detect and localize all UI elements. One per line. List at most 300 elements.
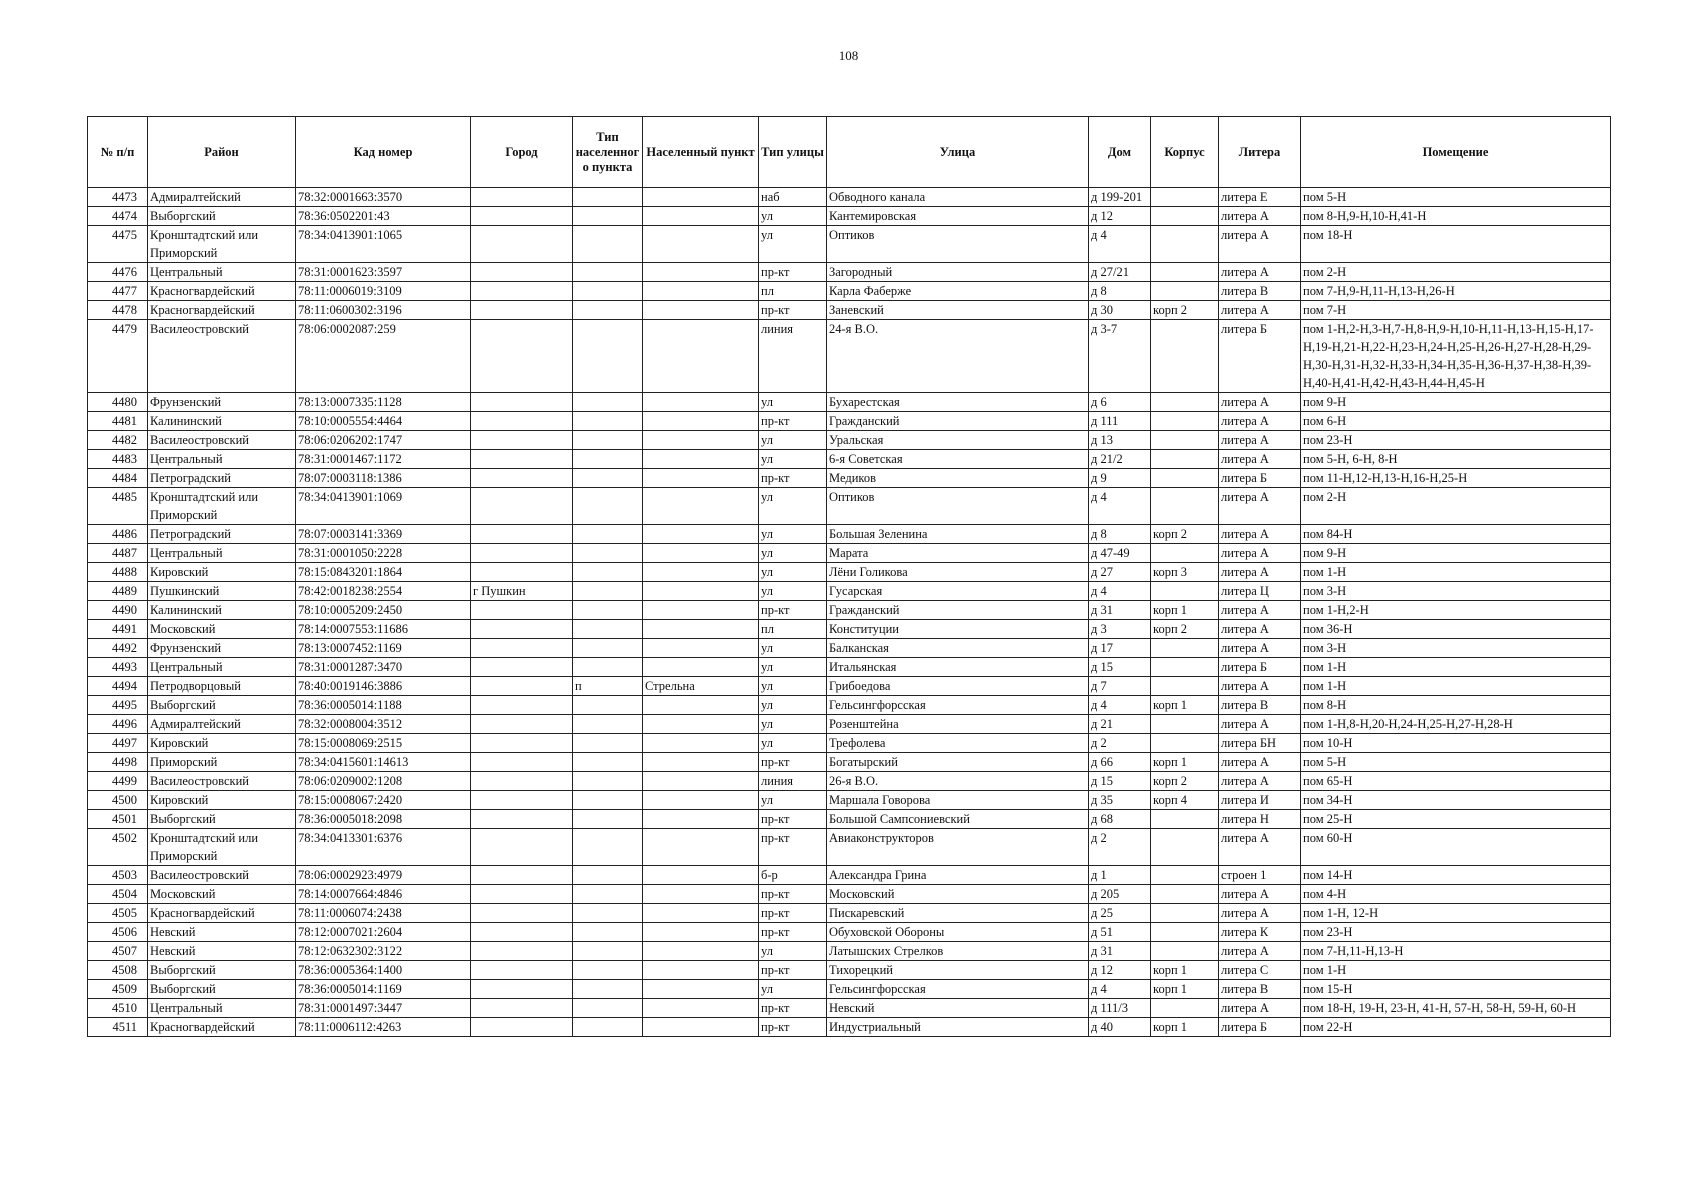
cell-district: Василеостровский [148, 866, 296, 885]
cell-settlement-type [573, 488, 643, 525]
cell-district: Невский [148, 942, 296, 961]
table-row [88, 226, 1611, 263]
cell-building [1151, 412, 1219, 431]
table-row [88, 188, 1611, 207]
cell-cadastral: 78:14:0007553:11686 [296, 620, 471, 639]
cell-letter: литера В [1219, 696, 1301, 715]
cell-district: Василеостровский [148, 431, 296, 450]
cell-letter: литера А [1219, 829, 1301, 866]
cell-house: д 27/21 [1089, 263, 1151, 282]
cell-premises: пом 60-Н [1301, 829, 1611, 866]
table-row [88, 1018, 1611, 1037]
table-row [88, 320, 1611, 393]
cell-cadastral: 78:06:0209002:1208 [296, 772, 471, 791]
cell-settlement-type [573, 188, 643, 207]
cell-settlement-type [573, 263, 643, 282]
table-row [88, 980, 1611, 999]
cell-building [1151, 658, 1219, 677]
cell-settlement-type [573, 734, 643, 753]
cell-street: Бухарестская [827, 393, 1089, 412]
cell-settlement-type: п [573, 677, 643, 696]
cell-number: 4481 [88, 412, 148, 431]
table-row [88, 961, 1611, 980]
cell-letter: литера А [1219, 544, 1301, 563]
cell-house: д 31 [1089, 601, 1151, 620]
cell-settlement [643, 282, 759, 301]
cell-letter: литера А [1219, 753, 1301, 772]
cell-street: Оптиков [827, 226, 1089, 263]
cell-street-type: пр-кт [759, 601, 827, 620]
cell-district: Петроградский [148, 525, 296, 544]
cell-house: д 4 [1089, 980, 1151, 999]
cell-premises: пом 8-Н [1301, 696, 1611, 715]
cell-district: Центральный [148, 658, 296, 677]
cell-number: 4491 [88, 620, 148, 639]
cell-district: Фрунзенский [148, 393, 296, 412]
cell-cadastral: 78:42:0018238:2554 [296, 582, 471, 601]
cell-number: 4502 [88, 829, 148, 866]
cell-number: 4501 [88, 810, 148, 829]
cell-number: 4487 [88, 544, 148, 563]
cell-district: Кронштадтский или Приморский [148, 488, 296, 525]
cell-number: 4506 [88, 923, 148, 942]
cell-city [471, 544, 573, 563]
table-row [88, 207, 1611, 226]
cell-street-type: ул [759, 677, 827, 696]
cell-house: д 3-7 [1089, 320, 1151, 393]
cell-building [1151, 677, 1219, 696]
cell-building [1151, 639, 1219, 658]
cell-premises: пом 36-Н [1301, 620, 1611, 639]
cell-street: Обуховской Обороны [827, 923, 1089, 942]
cell-city [471, 639, 573, 658]
cell-street-type: ул [759, 450, 827, 469]
cell-house: д 3 [1089, 620, 1151, 639]
cell-district: Красногвардейский [148, 301, 296, 320]
cell-settlement-type [573, 544, 643, 563]
cell-street-type: наб [759, 188, 827, 207]
cell-street-type: ул [759, 563, 827, 582]
cell-settlement-type [573, 469, 643, 488]
cell-number: 4503 [88, 866, 148, 885]
cell-number: 4478 [88, 301, 148, 320]
table-row [88, 753, 1611, 772]
cell-city [471, 563, 573, 582]
cell-cadastral: 78:10:0005554:4464 [296, 412, 471, 431]
cell-building: корп 2 [1151, 525, 1219, 544]
cell-cadastral: 78:31:0001497:3447 [296, 999, 471, 1018]
cell-street-type: ул [759, 715, 827, 734]
table-row [88, 715, 1611, 734]
cell-settlement-type [573, 772, 643, 791]
table-row [88, 282, 1611, 301]
cell-district: Приморский [148, 753, 296, 772]
cell-district: Василеостровский [148, 772, 296, 791]
cell-cadastral: 78:12:0632302:3122 [296, 942, 471, 961]
cell-number: 4486 [88, 525, 148, 544]
cell-street-type: ул [759, 658, 827, 677]
cell-number: 4500 [88, 791, 148, 810]
cell-cadastral: 78:06:0206202:1747 [296, 431, 471, 450]
cell-premises: пом 1-Н,2-Н [1301, 601, 1611, 620]
cell-settlement-type [573, 942, 643, 961]
cell-house: д 51 [1089, 923, 1151, 942]
cell-street: Загородный [827, 263, 1089, 282]
cell-letter: литера БН [1219, 734, 1301, 753]
cell-house: д 199-201 [1089, 188, 1151, 207]
cell-letter: литера В [1219, 980, 1301, 999]
cell-settlement-type [573, 620, 643, 639]
cell-letter: литера Е [1219, 188, 1301, 207]
cell-street: Авиаконструкторов [827, 829, 1089, 866]
cell-city [471, 226, 573, 263]
cell-settlement [643, 810, 759, 829]
cell-street: Гражданский [827, 412, 1089, 431]
cell-cadastral: 78:32:0008004:3512 [296, 715, 471, 734]
cell-city [471, 207, 573, 226]
cell-building [1151, 263, 1219, 282]
cell-settlement [643, 980, 759, 999]
cell-cadastral: 78:31:0001467:1172 [296, 450, 471, 469]
cell-premises: пом 1-Н,8-Н,20-Н,24-Н,25-Н,27-Н,28-Н [1301, 715, 1611, 734]
cell-letter: литера А [1219, 601, 1301, 620]
cell-settlement [643, 207, 759, 226]
cell-cadastral: 78:34:0413301:6376 [296, 829, 471, 866]
cell-cadastral: 78:36:0005018:2098 [296, 810, 471, 829]
cell-district: Калининский [148, 601, 296, 620]
cell-house: д 1 [1089, 866, 1151, 885]
cell-settlement-type [573, 866, 643, 885]
cell-street: Обводного канала [827, 188, 1089, 207]
cell-settlement-type [573, 810, 643, 829]
cell-street: Латышских Стрелков [827, 942, 1089, 961]
cell-district: Василеостровский [148, 320, 296, 393]
cell-street-type: пр-кт [759, 469, 827, 488]
cell-street: 6-я Советская [827, 450, 1089, 469]
cell-letter: литера А [1219, 772, 1301, 791]
cell-district: Выборгский [148, 961, 296, 980]
cell-street-type: линия [759, 772, 827, 791]
table-row [88, 582, 1611, 601]
cell-letter: литера Б [1219, 658, 1301, 677]
cell-district: Выборгский [148, 696, 296, 715]
cell-premises: пом 18-Н, 19-Н, 23-Н, 41-Н, 57-Н, 58-Н, 59-Н, 60-Н [1301, 999, 1611, 1018]
cell-street-type: ул [759, 582, 827, 601]
cell-settlement [643, 715, 759, 734]
cell-number: 4474 [88, 207, 148, 226]
cell-settlement [643, 563, 759, 582]
cell-street-type: ул [759, 980, 827, 999]
cell-building [1151, 207, 1219, 226]
cell-settlement-type [573, 282, 643, 301]
cell-house: д 47-49 [1089, 544, 1151, 563]
cell-settlement [643, 999, 759, 1018]
cell-letter: литера А [1219, 263, 1301, 282]
cell-city [471, 734, 573, 753]
table-row [88, 639, 1611, 658]
cell-house: д 68 [1089, 810, 1151, 829]
cell-house: д 31 [1089, 942, 1151, 961]
cell-street-type: линия [759, 320, 827, 393]
cell-letter: литера А [1219, 412, 1301, 431]
cell-premises: пом 1-Н, 12-Н [1301, 904, 1611, 923]
cell-city [471, 696, 573, 715]
cell-city [471, 620, 573, 639]
cell-letter: литера А [1219, 431, 1301, 450]
cell-city [471, 301, 573, 320]
table-row [88, 866, 1611, 885]
cell-street-type: ул [759, 734, 827, 753]
cell-city [471, 866, 573, 885]
col-header-house: Дом [1089, 117, 1151, 188]
cell-number: 4504 [88, 885, 148, 904]
cell-house: д 6 [1089, 393, 1151, 412]
cell-settlement [643, 866, 759, 885]
cell-premises: пом 11-Н,12-Н,13-Н,16-Н,25-Н [1301, 469, 1611, 488]
cell-city [471, 469, 573, 488]
cell-street: Тихорецкий [827, 961, 1089, 980]
cell-settlement-type [573, 226, 643, 263]
cell-city [471, 488, 573, 525]
cell-premises: пом 1-Н [1301, 961, 1611, 980]
cell-city [471, 412, 573, 431]
cell-number: 4483 [88, 450, 148, 469]
cell-settlement-type [573, 791, 643, 810]
cell-building [1151, 393, 1219, 412]
cell-letter: литера А [1219, 207, 1301, 226]
cell-settlement-type [573, 999, 643, 1018]
cell-cadastral: 78:34:0415601:14613 [296, 753, 471, 772]
cell-building [1151, 715, 1219, 734]
table-row [88, 544, 1611, 563]
cell-street: Гельсингфорсская [827, 980, 1089, 999]
cell-premises: пом 5-Н [1301, 188, 1611, 207]
cell-house: д 205 [1089, 885, 1151, 904]
cell-house: д 4 [1089, 226, 1151, 263]
cell-settlement [643, 450, 759, 469]
cell-street: Лёни Голикова [827, 563, 1089, 582]
cell-building: корп 2 [1151, 620, 1219, 639]
header-row [88, 117, 1611, 188]
table-row [88, 923, 1611, 942]
cell-letter: литера Б [1219, 1018, 1301, 1037]
cell-letter: литера А [1219, 677, 1301, 696]
cell-city [471, 393, 573, 412]
table-row [88, 301, 1611, 320]
cell-city [471, 829, 573, 866]
cell-house: д 15 [1089, 772, 1151, 791]
cell-letter: литера А [1219, 999, 1301, 1018]
cell-premises: пом 14-Н [1301, 866, 1611, 885]
cell-settlement [643, 639, 759, 658]
cell-street-type: пр-кт [759, 1018, 827, 1037]
cell-settlement [643, 393, 759, 412]
cell-house: д 9 [1089, 469, 1151, 488]
cell-street: Оптиков [827, 488, 1089, 525]
cell-settlement-type [573, 301, 643, 320]
cell-premises: пом 7-Н,9-Н,11-Н,13-Н,26-Н [1301, 282, 1611, 301]
cell-premises: пом 7-Н [1301, 301, 1611, 320]
table-row [88, 620, 1611, 639]
cell-street-type: пр-кт [759, 923, 827, 942]
cell-premises: пом 6-Н [1301, 412, 1611, 431]
cell-street: Медиков [827, 469, 1089, 488]
cell-premises: пом 3-Н [1301, 582, 1611, 601]
cell-city [471, 282, 573, 301]
cell-settlement [643, 544, 759, 563]
cell-house: д 2 [1089, 734, 1151, 753]
cell-district: Кировский [148, 791, 296, 810]
cell-street: Маршала Говорова [827, 791, 1089, 810]
cell-city [471, 601, 573, 620]
cell-house: д 35 [1089, 791, 1151, 810]
col-header-cadastral: Кад номер [296, 117, 471, 188]
cell-city [471, 320, 573, 393]
cell-cadastral: 78:31:0001050:2228 [296, 544, 471, 563]
cell-settlement [643, 734, 759, 753]
cell-number: 4499 [88, 772, 148, 791]
table-row [88, 658, 1611, 677]
cell-letter: литера Б [1219, 320, 1301, 393]
cell-street: Уральская [827, 431, 1089, 450]
cell-district: Калининский [148, 412, 296, 431]
cell-settlement-type [573, 980, 643, 999]
cell-premises: пом 1-Н [1301, 677, 1611, 696]
cell-settlement-type [573, 658, 643, 677]
cell-settlement-type [573, 450, 643, 469]
cell-street-type: ул [759, 525, 827, 544]
cell-cadastral: 78:40:0019146:3886 [296, 677, 471, 696]
cell-city [471, 980, 573, 999]
cell-letter: литера А [1219, 904, 1301, 923]
cell-building: корп 1 [1151, 1018, 1219, 1037]
cell-district: Центральный [148, 544, 296, 563]
cell-house: д 15 [1089, 658, 1151, 677]
cell-building [1151, 734, 1219, 753]
cell-district: Кировский [148, 734, 296, 753]
cell-premises: пом 9-Н [1301, 393, 1611, 412]
cell-settlement-type [573, 829, 643, 866]
cell-number: 4498 [88, 753, 148, 772]
cell-street: 26-я В.О. [827, 772, 1089, 791]
cell-number: 4511 [88, 1018, 148, 1037]
cell-letter: литера А [1219, 450, 1301, 469]
cell-city [471, 942, 573, 961]
cell-number: 4496 [88, 715, 148, 734]
col-header-number: № п/п [88, 117, 148, 188]
cell-city [471, 715, 573, 734]
cell-premises: пом 65-Н [1301, 772, 1611, 791]
cell-number: 4482 [88, 431, 148, 450]
cell-street-type: ул [759, 488, 827, 525]
table-row [88, 904, 1611, 923]
table-row [88, 810, 1611, 829]
cell-building [1151, 488, 1219, 525]
table-row [88, 412, 1611, 431]
cell-house: д 7 [1089, 677, 1151, 696]
cell-city [471, 263, 573, 282]
cell-house: д 13 [1089, 431, 1151, 450]
cell-building: корп 1 [1151, 980, 1219, 999]
cell-district: Выборгский [148, 810, 296, 829]
cell-street: Пискаревский [827, 904, 1089, 923]
cell-settlement [643, 263, 759, 282]
cell-city [471, 188, 573, 207]
cell-premises: пом 2-Н [1301, 263, 1611, 282]
cell-district: Адмиралтейский [148, 188, 296, 207]
cell-street: Александра Грина [827, 866, 1089, 885]
cell-settlement [643, 469, 759, 488]
cell-premises: пом 3-Н [1301, 639, 1611, 658]
cell-letter: литера К [1219, 923, 1301, 942]
cell-settlement [643, 601, 759, 620]
cell-premises: пом 23-Н [1301, 923, 1611, 942]
cell-street-type: пр-кт [759, 829, 827, 866]
cell-house: д 30 [1089, 301, 1151, 320]
cell-city [471, 450, 573, 469]
table-row [88, 393, 1611, 412]
cell-premises: пом 34-Н [1301, 791, 1611, 810]
col-header-premises: Помещение [1301, 117, 1611, 188]
cell-cadastral: 78:36:0005014:1188 [296, 696, 471, 715]
cell-cadastral: 78:07:0003118:1386 [296, 469, 471, 488]
cell-cadastral: 78:06:0002087:259 [296, 320, 471, 393]
cell-cadastral: 78:15:0008067:2420 [296, 791, 471, 810]
cell-settlement [643, 188, 759, 207]
cell-number: 4505 [88, 904, 148, 923]
cell-street-type: ул [759, 393, 827, 412]
cell-settlement [643, 488, 759, 525]
cell-number: 4475 [88, 226, 148, 263]
cell-district: Кронштадтский или Приморский [148, 829, 296, 866]
cell-letter: литера А [1219, 885, 1301, 904]
cell-number: 4490 [88, 601, 148, 620]
cell-building: корп 1 [1151, 696, 1219, 715]
cell-number: 4492 [88, 639, 148, 658]
cell-street-type: пр-кт [759, 753, 827, 772]
table-row [88, 677, 1611, 696]
table-body [88, 188, 1611, 1037]
cell-cadastral: 78:31:0001287:3470 [296, 658, 471, 677]
cell-building [1151, 885, 1219, 904]
table-row [88, 999, 1611, 1018]
col-header-settlement: Населенный пункт [643, 117, 759, 188]
cell-building [1151, 544, 1219, 563]
cell-settlement [643, 753, 759, 772]
table-row [88, 601, 1611, 620]
cell-cadastral: 78:11:0006112:4263 [296, 1018, 471, 1037]
cell-street-type: пр-кт [759, 412, 827, 431]
cell-street: Балканская [827, 639, 1089, 658]
cell-letter: литера А [1219, 226, 1301, 263]
cell-district: Московский [148, 885, 296, 904]
cell-street-type: пл [759, 620, 827, 639]
cell-city: г Пушкин [471, 582, 573, 601]
cell-street: Большой Сампсониевский [827, 810, 1089, 829]
cell-settlement-type [573, 696, 643, 715]
cell-cadastral: 78:15:0843201:1864 [296, 563, 471, 582]
table-row [88, 696, 1611, 715]
cell-street-type: ул [759, 207, 827, 226]
cell-city [471, 1018, 573, 1037]
table-row [88, 734, 1611, 753]
cell-street-type: ул [759, 544, 827, 563]
cell-district: Центральный [148, 450, 296, 469]
table-row [88, 791, 1611, 810]
cell-letter: литера В [1219, 282, 1301, 301]
cell-street: Конституции [827, 620, 1089, 639]
cell-district: Кронштадтский или Приморский [148, 226, 296, 263]
